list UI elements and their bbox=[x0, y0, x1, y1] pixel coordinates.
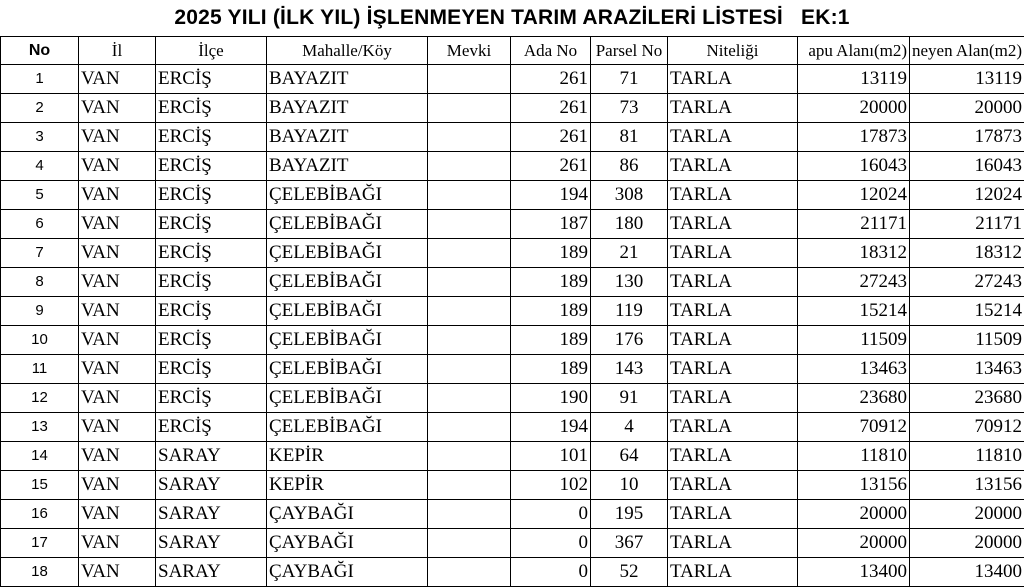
table-row bbox=[1, 442, 1024, 471]
il-cell: VAN bbox=[79, 326, 156, 355]
tapu-alani-cell: 23680 bbox=[798, 384, 910, 413]
mevki-cell bbox=[428, 442, 511, 471]
niteligi-cell: TARLA bbox=[668, 355, 798, 384]
table-row bbox=[1, 558, 1024, 587]
ilce-cell: ERCİŞ bbox=[156, 355, 267, 384]
tapu-alani-cell: 15214 bbox=[798, 297, 910, 326]
ilce-cell: ERCİŞ bbox=[156, 65, 267, 94]
il-cell: VAN bbox=[79, 442, 156, 471]
mevki-cell bbox=[428, 529, 511, 558]
row-no: 17 bbox=[1, 529, 79, 558]
mahalle-cell: ÇAYBAĞI bbox=[267, 500, 428, 529]
mahalle-cell: ÇELEBİBAĞI bbox=[267, 355, 428, 384]
islenmeyen-alan-cell: 11509 bbox=[910, 326, 1024, 355]
mahalle-cell: BAYAZIT bbox=[267, 123, 428, 152]
parsel-no-cell: 180 bbox=[591, 210, 668, 239]
il-cell: VAN bbox=[79, 268, 156, 297]
parsel-no-cell: 64 bbox=[591, 442, 668, 471]
il-cell: VAN bbox=[79, 239, 156, 268]
mahalle-cell: BAYAZIT bbox=[267, 94, 428, 123]
mevki-cell bbox=[428, 65, 511, 94]
tapu-alani-cell: 13400 bbox=[798, 558, 910, 587]
col-header-ada-no: Ada No bbox=[511, 37, 591, 65]
ilce-cell: SARAY bbox=[156, 500, 267, 529]
mahalle-cell: ÇELEBİBAĞI bbox=[267, 413, 428, 442]
islenmeyen-alan-cell: 13156 bbox=[910, 471, 1024, 500]
ilce-cell: ERCİŞ bbox=[156, 181, 267, 210]
row-no: 6 bbox=[1, 210, 79, 239]
ilce-cell: SARAY bbox=[156, 558, 267, 587]
ilce-cell: ERCİŞ bbox=[156, 413, 267, 442]
ada-no-cell: 189 bbox=[511, 326, 591, 355]
ada-no-cell: 0 bbox=[511, 500, 591, 529]
row-no: 3 bbox=[1, 123, 79, 152]
mahalle-cell: BAYAZIT bbox=[267, 152, 428, 181]
niteligi-cell: TARLA bbox=[668, 152, 798, 181]
table-row bbox=[1, 239, 1024, 268]
tapu-alani-cell: 13119 bbox=[798, 65, 910, 94]
ada-no-cell: 261 bbox=[511, 152, 591, 181]
ada-no-cell: 261 bbox=[511, 123, 591, 152]
ada-no-cell: 102 bbox=[511, 471, 591, 500]
mahalle-cell: ÇELEBİBAĞI bbox=[267, 326, 428, 355]
islenmeyen-alan-cell: 20000 bbox=[910, 94, 1024, 123]
header-row bbox=[1, 37, 1024, 65]
mahalle-cell: ÇELEBİBAĞI bbox=[267, 384, 428, 413]
table-row bbox=[1, 413, 1024, 442]
ada-no-cell: 261 bbox=[511, 94, 591, 123]
mahalle-cell: ÇELEBİBAĞI bbox=[267, 210, 428, 239]
islenmeyen-alan-cell: 17873 bbox=[910, 123, 1024, 152]
niteligi-cell: TARLA bbox=[668, 123, 798, 152]
il-cell: VAN bbox=[79, 65, 156, 94]
islenmeyen-alan-cell: 15214 bbox=[910, 297, 1024, 326]
il-cell: VAN bbox=[79, 123, 156, 152]
ada-no-cell: 190 bbox=[511, 384, 591, 413]
il-cell: VAN bbox=[79, 384, 156, 413]
parsel-no-cell: 86 bbox=[591, 152, 668, 181]
page-title: 2025 YILI (İLK YIL) İŞLENMEYEN TARIM ARAZİLERİ LİSTESİ EK:1 bbox=[0, 0, 1024, 36]
niteligi-cell: TARLA bbox=[668, 94, 798, 123]
table-row bbox=[1, 500, 1024, 529]
islenmeyen-alan-cell: 12024 bbox=[910, 181, 1024, 210]
mevki-cell bbox=[428, 210, 511, 239]
mahalle-cell: ÇELEBİBAĞI bbox=[267, 297, 428, 326]
ilce-cell: SARAY bbox=[156, 471, 267, 500]
row-no: 10 bbox=[1, 326, 79, 355]
ada-no-cell: 194 bbox=[511, 413, 591, 442]
mahalle-cell: KEPİR bbox=[267, 471, 428, 500]
mevki-cell bbox=[428, 152, 511, 181]
row-no: 16 bbox=[1, 500, 79, 529]
tapu-alani-cell: 16043 bbox=[798, 152, 910, 181]
mevki-cell bbox=[428, 471, 511, 500]
niteligi-cell: TARLA bbox=[668, 181, 798, 210]
tapu-alani-cell: 13463 bbox=[798, 355, 910, 384]
islenmeyen-alan-cell: 27243 bbox=[910, 268, 1024, 297]
parsel-no-cell: 143 bbox=[591, 355, 668, 384]
niteligi-cell: TARLA bbox=[668, 297, 798, 326]
mevki-cell bbox=[428, 558, 511, 587]
il-cell: VAN bbox=[79, 529, 156, 558]
ada-no-cell: 261 bbox=[511, 65, 591, 94]
mahalle-cell: KEPİR bbox=[267, 442, 428, 471]
table-row bbox=[1, 123, 1024, 152]
tapu-alani-cell: 20000 bbox=[798, 529, 910, 558]
il-cell: VAN bbox=[79, 413, 156, 442]
islenmeyen-alan-cell: 13119 bbox=[910, 65, 1024, 94]
ada-no-cell: 187 bbox=[511, 210, 591, 239]
ilce-cell: ERCİŞ bbox=[156, 123, 267, 152]
ada-no-cell: 101 bbox=[511, 442, 591, 471]
tapu-alani-cell: 27243 bbox=[798, 268, 910, 297]
il-cell: VAN bbox=[79, 181, 156, 210]
mahalle-cell: ÇAYBAĞI bbox=[267, 558, 428, 587]
niteligi-cell: TARLA bbox=[668, 210, 798, 239]
islenmeyen-alan-cell: 16043 bbox=[910, 152, 1024, 181]
col-header-il: İl bbox=[79, 37, 156, 65]
table-row bbox=[1, 152, 1024, 181]
ilce-cell: ERCİŞ bbox=[156, 297, 267, 326]
islenmeyen-alan-cell: 18312 bbox=[910, 239, 1024, 268]
table-row bbox=[1, 210, 1024, 239]
mahalle-cell: ÇELEBİBAĞI bbox=[267, 239, 428, 268]
mevki-cell bbox=[428, 355, 511, 384]
niteligi-cell: TARLA bbox=[668, 500, 798, 529]
mevki-cell bbox=[428, 239, 511, 268]
niteligi-cell: TARLA bbox=[668, 471, 798, 500]
mevki-cell bbox=[428, 94, 511, 123]
tapu-alani-cell: 20000 bbox=[798, 500, 910, 529]
parsel-no-cell: 130 bbox=[591, 268, 668, 297]
row-no: 8 bbox=[1, 268, 79, 297]
table-row bbox=[1, 268, 1024, 297]
il-cell: VAN bbox=[79, 297, 156, 326]
row-no: 11 bbox=[1, 355, 79, 384]
ada-no-cell: 189 bbox=[511, 239, 591, 268]
parsel-no-cell: 73 bbox=[591, 94, 668, 123]
mahalle-cell: ÇAYBAĞI bbox=[267, 529, 428, 558]
ilce-cell: ERCİŞ bbox=[156, 239, 267, 268]
niteligi-cell: TARLA bbox=[668, 384, 798, 413]
ilce-cell: ERCİŞ bbox=[156, 152, 267, 181]
ada-no-cell: 0 bbox=[511, 558, 591, 587]
parsel-no-cell: 10 bbox=[591, 471, 668, 500]
ada-no-cell: 189 bbox=[511, 268, 591, 297]
ilce-cell: ERCİŞ bbox=[156, 268, 267, 297]
tapu-alani-cell: 11509 bbox=[798, 326, 910, 355]
ada-no-cell: 189 bbox=[511, 297, 591, 326]
il-cell: VAN bbox=[79, 558, 156, 587]
islenmeyen-alan-cell: 21171 bbox=[910, 210, 1024, 239]
table-row bbox=[1, 355, 1024, 384]
islenmeyen-alan-cell: 20000 bbox=[910, 500, 1024, 529]
row-no: 4 bbox=[1, 152, 79, 181]
tapu-alani-cell: 21171 bbox=[798, 210, 910, 239]
row-no: 1 bbox=[1, 65, 79, 94]
table-row bbox=[1, 326, 1024, 355]
islenmeyen-alan-cell: 13463 bbox=[910, 355, 1024, 384]
niteligi-cell: TARLA bbox=[668, 442, 798, 471]
islenmeyen-alan-cell: 70912 bbox=[910, 413, 1024, 442]
row-no: 15 bbox=[1, 471, 79, 500]
niteligi-cell: TARLA bbox=[668, 268, 798, 297]
islenmeyen-alan-cell: 23680 bbox=[910, 384, 1024, 413]
mahalle-cell: ÇELEBİBAĞI bbox=[267, 181, 428, 210]
mevki-cell bbox=[428, 384, 511, 413]
mahalle-cell: BAYAZIT bbox=[267, 65, 428, 94]
ada-no-cell: 194 bbox=[511, 181, 591, 210]
row-no: 7 bbox=[1, 239, 79, 268]
col-header-tapu-alani: apu Alanı(m2) bbox=[798, 37, 910, 65]
mevki-cell bbox=[428, 297, 511, 326]
land-list-table bbox=[0, 36, 1024, 587]
il-cell: VAN bbox=[79, 500, 156, 529]
ada-no-cell: 189 bbox=[511, 355, 591, 384]
ilce-cell: SARAY bbox=[156, 442, 267, 471]
islenmeyen-alan-cell: 20000 bbox=[910, 529, 1024, 558]
parsel-no-cell: 4 bbox=[591, 413, 668, 442]
col-header-islenmeyen-alan: neyen Alan(m2) bbox=[910, 37, 1024, 65]
row-no: 5 bbox=[1, 181, 79, 210]
tapu-alani-cell: 11810 bbox=[798, 442, 910, 471]
niteligi-cell: TARLA bbox=[668, 239, 798, 268]
parsel-no-cell: 81 bbox=[591, 123, 668, 152]
table-row bbox=[1, 297, 1024, 326]
parsel-no-cell: 21 bbox=[591, 239, 668, 268]
niteligi-cell: TARLA bbox=[668, 65, 798, 94]
col-header-mahalle: Mahalle/Köy bbox=[267, 37, 428, 65]
tapu-alani-cell: 18312 bbox=[798, 239, 910, 268]
ilce-cell: ERCİŞ bbox=[156, 384, 267, 413]
niteligi-cell: TARLA bbox=[668, 413, 798, 442]
row-no: 2 bbox=[1, 94, 79, 123]
tapu-alani-cell: 20000 bbox=[798, 94, 910, 123]
parsel-no-cell: 91 bbox=[591, 384, 668, 413]
parsel-no-cell: 367 bbox=[591, 529, 668, 558]
niteligi-cell: TARLA bbox=[668, 529, 798, 558]
ilce-cell: SARAY bbox=[156, 529, 267, 558]
table-row bbox=[1, 384, 1024, 413]
il-cell: VAN bbox=[79, 355, 156, 384]
islenmeyen-alan-cell: 13400 bbox=[910, 558, 1024, 587]
table-row bbox=[1, 471, 1024, 500]
row-no: 13 bbox=[1, 413, 79, 442]
table-row bbox=[1, 94, 1024, 123]
table-row bbox=[1, 181, 1024, 210]
mahalle-cell: ÇELEBİBAĞI bbox=[267, 268, 428, 297]
row-no: 12 bbox=[1, 384, 79, 413]
col-header-no: No bbox=[1, 37, 79, 65]
tapu-alani-cell: 12024 bbox=[798, 181, 910, 210]
il-cell: VAN bbox=[79, 152, 156, 181]
mevki-cell bbox=[428, 268, 511, 297]
col-header-parsel-no: Parsel No bbox=[591, 37, 668, 65]
tapu-alani-cell: 70912 bbox=[798, 413, 910, 442]
row-no: 9 bbox=[1, 297, 79, 326]
mevki-cell bbox=[428, 326, 511, 355]
mevki-cell bbox=[428, 413, 511, 442]
islenmeyen-alan-cell: 11810 bbox=[910, 442, 1024, 471]
ilce-cell: ERCİŞ bbox=[156, 326, 267, 355]
col-header-niteligi: Niteliği bbox=[668, 37, 798, 65]
niteligi-cell: TARLA bbox=[668, 326, 798, 355]
il-cell: VAN bbox=[79, 471, 156, 500]
tapu-alani-cell: 13156 bbox=[798, 471, 910, 500]
table-row bbox=[1, 65, 1024, 94]
tapu-alani-cell: 17873 bbox=[798, 123, 910, 152]
mevki-cell bbox=[428, 181, 511, 210]
parsel-no-cell: 176 bbox=[591, 326, 668, 355]
parsel-no-cell: 308 bbox=[591, 181, 668, 210]
mevki-cell bbox=[428, 123, 511, 152]
table-row bbox=[1, 529, 1024, 558]
row-no: 14 bbox=[1, 442, 79, 471]
parsel-no-cell: 195 bbox=[591, 500, 668, 529]
ilce-cell: ERCİŞ bbox=[156, 94, 267, 123]
niteligi-cell: TARLA bbox=[668, 558, 798, 587]
il-cell: VAN bbox=[79, 210, 156, 239]
il-cell: VAN bbox=[79, 94, 156, 123]
col-header-mevki: Mevki bbox=[428, 37, 511, 65]
ada-no-cell: 0 bbox=[511, 529, 591, 558]
mevki-cell bbox=[428, 500, 511, 529]
col-header-ilce: İlçe bbox=[156, 37, 267, 65]
parsel-no-cell: 52 bbox=[591, 558, 668, 587]
ilce-cell: ERCİŞ bbox=[156, 210, 267, 239]
row-no: 18 bbox=[1, 558, 79, 587]
parsel-no-cell: 119 bbox=[591, 297, 668, 326]
parsel-no-cell: 71 bbox=[591, 65, 668, 94]
